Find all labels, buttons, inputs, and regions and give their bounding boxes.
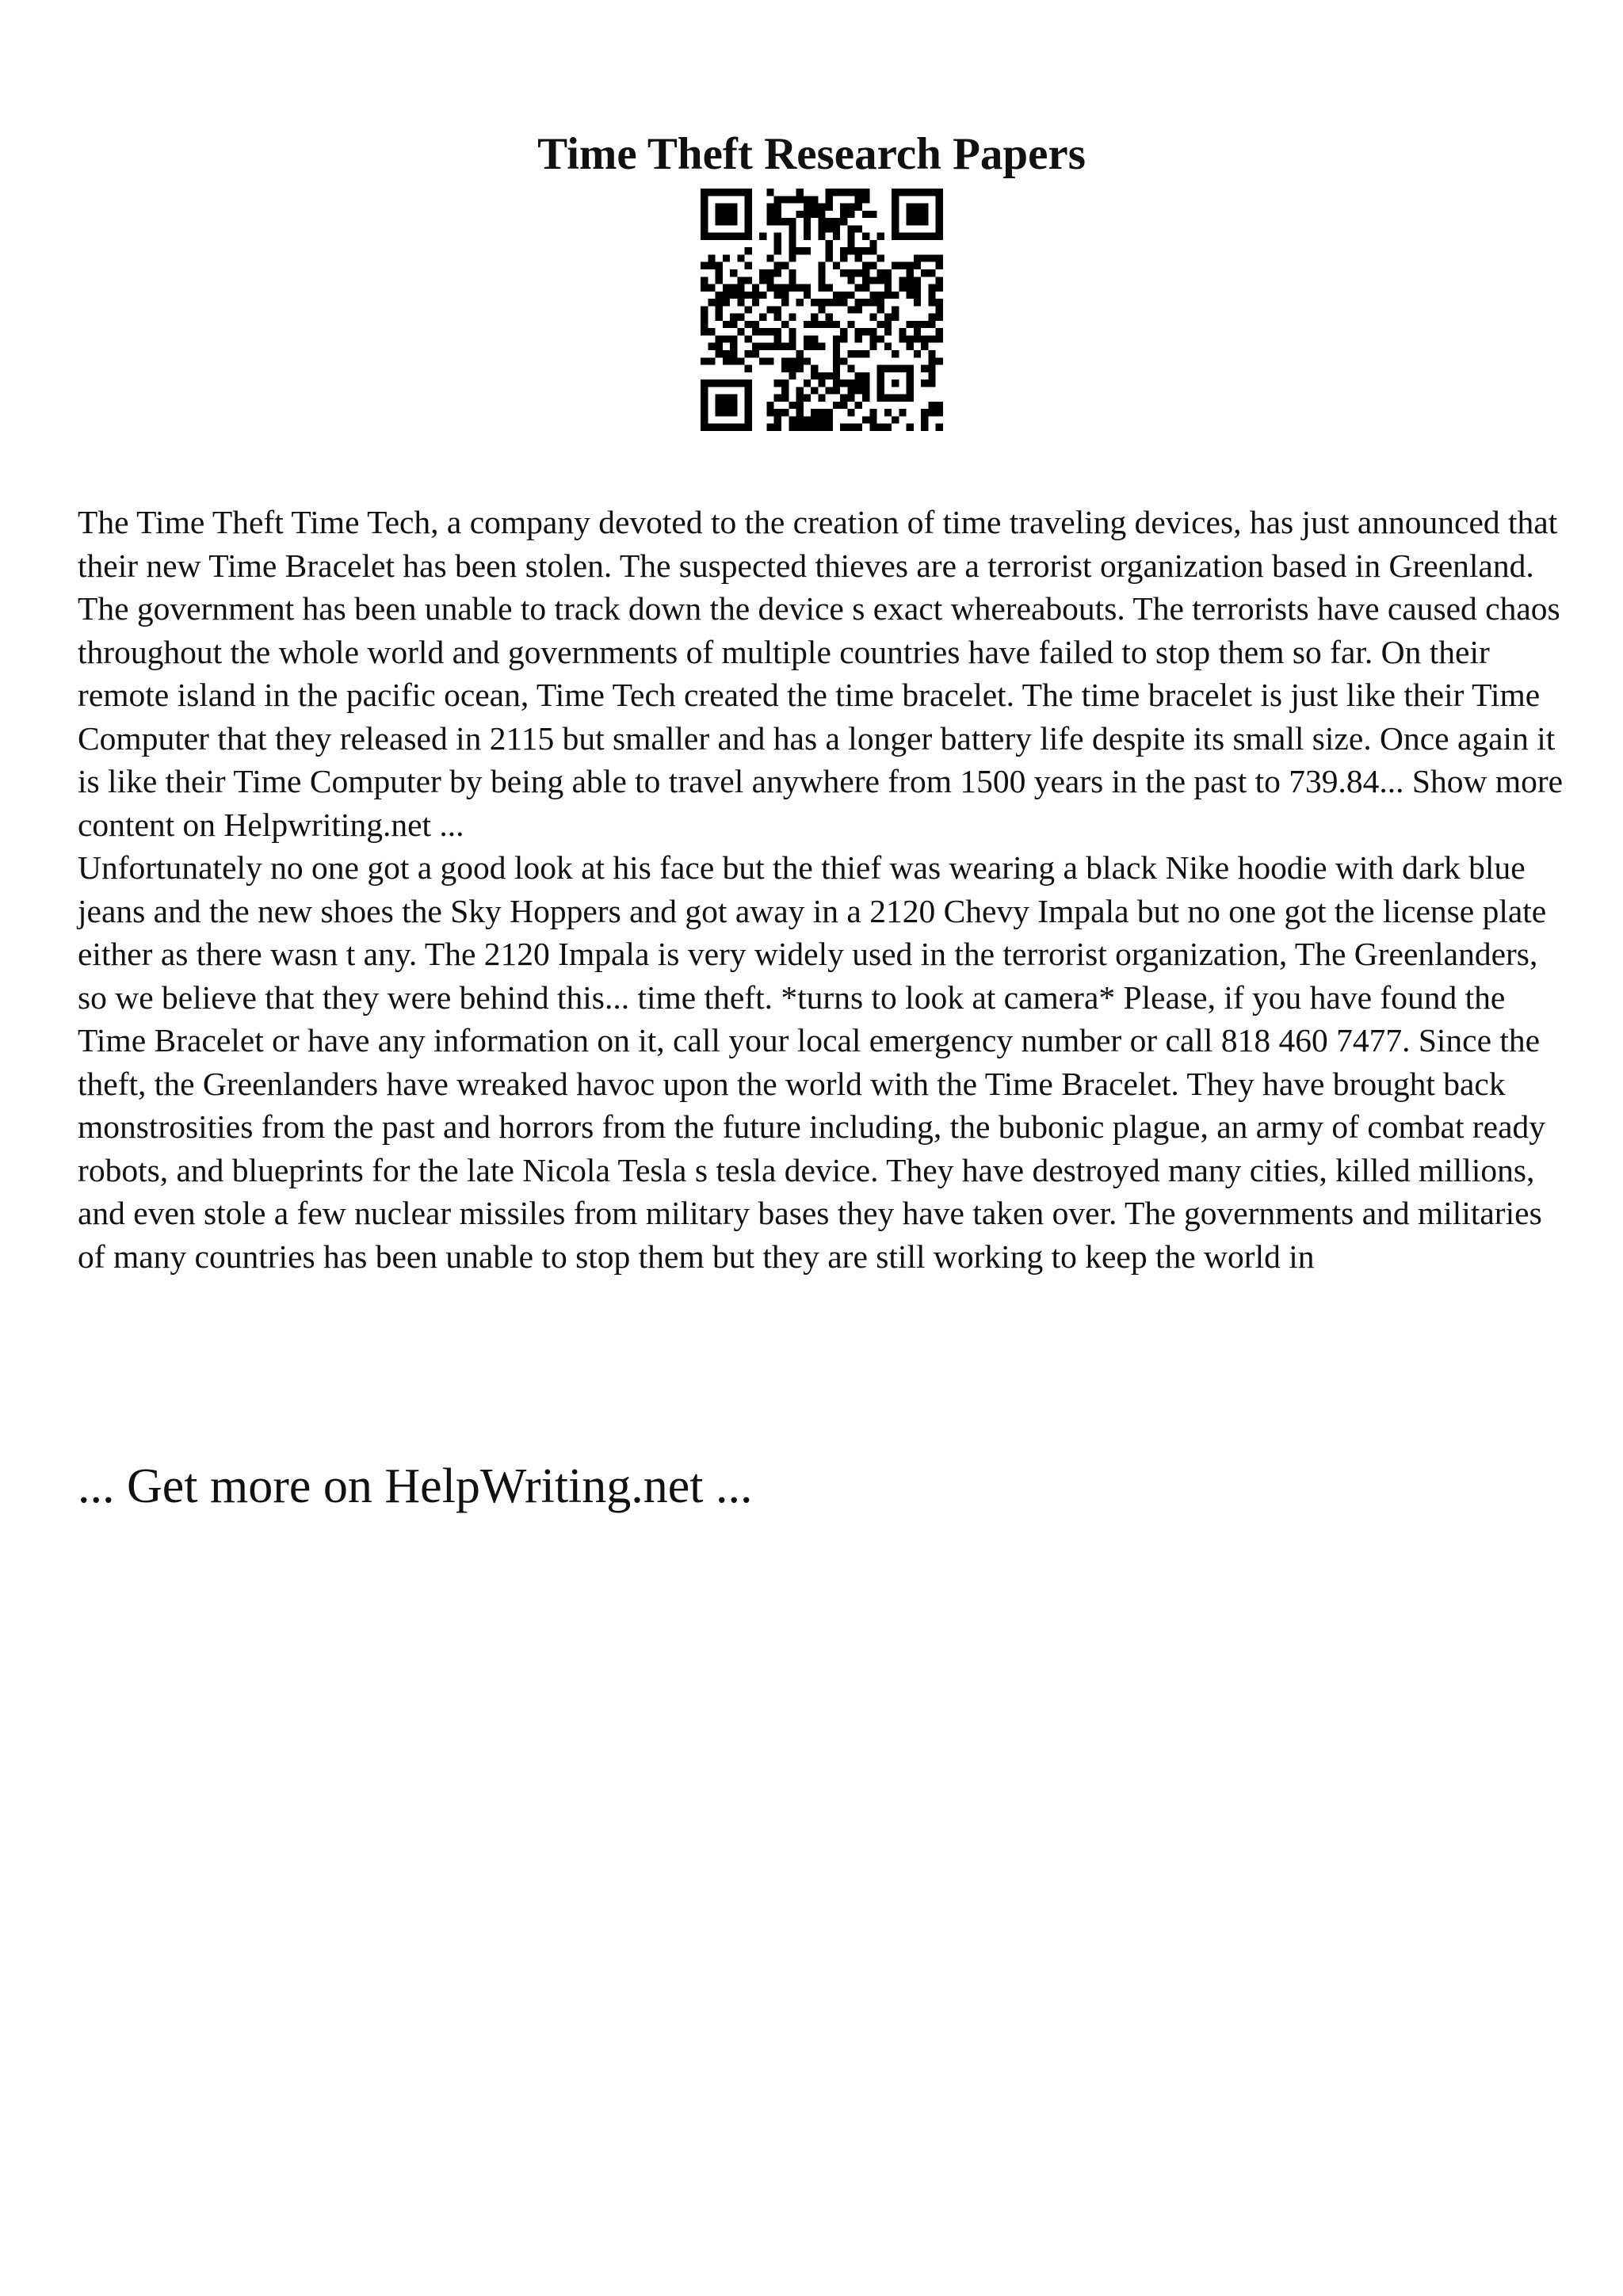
qr-code-icon xyxy=(701,189,943,431)
paragraph: The Time Theft Time Tech, a company devoted to the creation of time traveling devices, has just announced that their new Time Bracelet has been stolen. The suspected thieves are a terrorist organization based in Greenland. The government has been unable to track down the device s exact whereabouts. The terrorists have caused chaos throughout the whole world and governments of multiple countries have failed to stop them so far. On their remote island in the pacific ocean, Time Tech created the time bracelet. The time bracelet is just like their Time Computer that they released in 2115 but smaller and has a longer battery life despite its small size. Once again it is like their Time Computer by being able to travel anywhere from 1500 years in the past to 739.84... Show more content on Helpwriting.net ... xyxy=(78,504,1564,843)
get-more-link[interactable]: ... Get more on HelpWriting.net ... xyxy=(78,1459,753,1513)
page-title: Time Theft Research Papers xyxy=(537,129,1086,180)
article-body xyxy=(78,501,1568,1278)
paragraph: Unfortunately no one got a good look at his face but the thief was wearing a black Nike hoodie with dark blue jeans and the new shoes the Sky Hoppers and got away in a 2120 Chevy Impala but no one got the license plate either as there wasn t any. The 2120 Impala is very widely used in the terrorist organization, The Greenlanders, so we believe that they were behind this... time theft. *turns to look at camera* Please, if you have found the Time Bracelet or have any information on it, call your local emergency number or call 818 460 7477. Since the theft, the Greenlanders have wreaked havoc upon the world with the Time Bracelet. They have brought back monstrosities from the past and horrors from the future including, the bubonic plague, an army of combat ready robots, and blueprints for the late Nicola Tesla s tesla device. They have destroyed many cities, killed millions, and even stole a few nuclear missiles from military bases they have taken over. The governments and militaries of many countries has been unable to stop them but they are still working to keep the world in xyxy=(78,849,1547,1275)
